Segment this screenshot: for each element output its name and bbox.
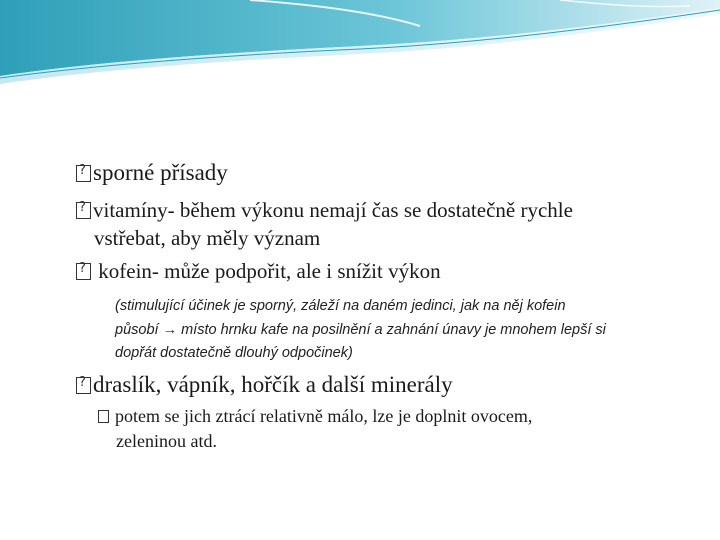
- item-text: zeleninou atd.: [116, 431, 217, 451]
- item-text: draslík, vápník, hořčík a další minerály: [93, 372, 453, 397]
- caffeine-note-line-2: působí → místo hrnku kafe na posilnění a zahnání únavy je mnohem lepší si: [115, 322, 606, 338]
- item-text: vstřebat, aby měly význam: [94, 226, 321, 250]
- item-text: potem se jich ztrácí relativně málo, lze je doplnit ovocem,: [115, 406, 533, 426]
- caffeine-note-line-1: (stimulující účinek je sporný, záleží na daném jedinci, jak na něj kofein: [115, 298, 566, 314]
- missing-glyph-bullet-icon: [76, 377, 91, 394]
- bullet-item-minerals: [76, 372, 453, 398]
- bullet-item-caffeine: [76, 259, 441, 284]
- missing-glyph-bullet-icon: [98, 410, 109, 423]
- caffeine-note-line-3: dopřát dostatečně dlouhý odpočinek): [115, 345, 353, 361]
- bullet-item-minerals-detail-continuation: [116, 431, 217, 452]
- item-text: kofein- může podpořit, ale i snížit výkon: [93, 259, 441, 283]
- bullet-item-minerals-detail: [98, 406, 532, 427]
- item-text: vitamíny- během výkonu nemají čas se dostatečně rychle: [93, 198, 573, 222]
- bullet-item-vitamins-continuation: [94, 226, 320, 251]
- missing-glyph-bullet-icon: [76, 263, 91, 280]
- item-text: sporné přísady: [93, 160, 228, 185]
- bullet-item-vitamins: [76, 198, 573, 223]
- bullet-item-disputed-ingredients: [76, 160, 228, 186]
- missing-glyph-bullet-icon: [76, 202, 91, 219]
- missing-glyph-bullet-icon: [76, 165, 91, 182]
